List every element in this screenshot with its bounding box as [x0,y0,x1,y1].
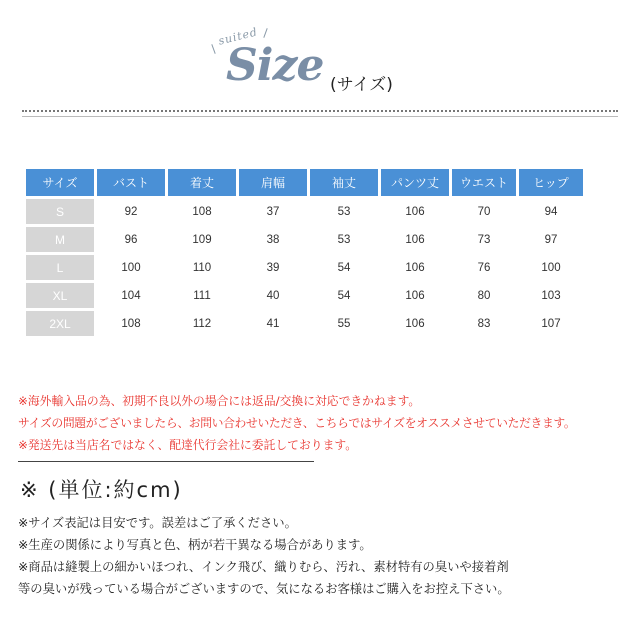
table-cell: 111 [193,289,211,302]
table-cell: 104 [121,289,141,302]
unit-caption: ※ (単位:約cm) [20,478,183,502]
note-line: ※生産の関係により写真と色、柄が若干異なる場合があります。 [18,538,372,552]
table-cell: 106 [405,317,425,330]
table-cell: 80 [477,289,491,302]
table-cell: 106 [405,261,425,274]
notes-block [18,512,510,600]
table-row [26,227,583,252]
table-row [26,311,583,336]
table-row [26,199,583,224]
table-cell: 100 [121,261,141,274]
table-cell: 94 [544,205,558,218]
table-cell: 109 [192,233,212,246]
table-cell: 37 [266,205,280,218]
notice-line: ※発送先は当店名ではなく、配達代行会社に委託しております。 [18,438,358,452]
table-cell: 106 [405,205,425,218]
suited-script-text: suited [217,25,260,48]
red-notice-block [18,390,575,456]
table-cell: 55 [337,317,351,330]
size-label-cell: L [26,255,94,280]
decor-tick-left [211,44,215,54]
notice-line: ※海外輸入品の為、初期不良以外の場合には返品/交換に対応できかねます。 [18,394,421,408]
size-label-cell: XL [26,283,94,308]
size-label-cell: S [26,199,94,224]
table-cell: 110 [192,261,212,274]
note-line: 等の臭いが残っている場合がございますので、気になるお客様はご購入をお控え下さい。 [18,582,510,596]
size-subtitle: (サイズ) [330,75,393,95]
column-header: バスト [97,169,165,196]
size-label-cell: M [26,227,94,252]
table-cell: 41 [266,317,280,330]
column-header: 袖丈 [310,169,378,196]
dotted-divider [22,110,618,112]
table-cell: 92 [124,205,138,218]
column-header: サイズ [26,169,94,196]
table-cell: 54 [337,261,351,274]
table-cell: 108 [192,205,212,218]
size-title: Size [226,40,324,91]
column-header: 着丈 [168,169,236,196]
unit-divider [18,461,314,462]
table-cell: 96 [124,233,138,246]
column-header: パンツ丈 [381,169,449,196]
table-cell: 100 [541,261,561,274]
note-line: ※商品は縫製上の細かいほつれ、インク飛び、織りむら、汚れ、素材特有の臭いや接着剤 [18,560,509,574]
notice-line: サイズの問題がございましたら、お問い合わせいただき、こちらではサイズをオススメさせていただきます。 [18,416,576,430]
table-cell: 107 [541,317,561,330]
size-table [23,166,586,339]
table-row [26,255,583,280]
decor-tick-right [263,28,267,38]
table-cell: 103 [541,289,561,302]
column-header: ヒップ [519,169,583,196]
table-cell: 39 [266,261,280,274]
table-cell: 38 [266,233,280,246]
table-cell: 53 [337,233,351,246]
table-cell: 112 [192,317,212,330]
column-header: ウエスト [452,169,516,196]
table-cell: 70 [477,205,491,218]
size-header [0,0,640,110]
table-cell: 106 [405,233,425,246]
table-cell: 53 [337,205,351,218]
table-cell: 108 [121,317,141,330]
table-cell: 40 [266,289,280,302]
table-cell: 106 [405,289,425,302]
table-cell: 97 [544,233,558,246]
note-line: ※サイズ表記は目安です。誤差はご了承ください。 [18,516,297,530]
table-cell: 54 [337,289,351,302]
size-label-cell: 2XL [26,311,94,336]
table-cell: 76 [477,261,491,274]
table-cell: 73 [477,233,491,246]
table-row [26,283,583,308]
size-table-header-row [26,169,583,196]
column-header: 肩幅 [239,169,307,196]
thin-divider [22,116,618,117]
table-cell: 83 [477,317,491,330]
